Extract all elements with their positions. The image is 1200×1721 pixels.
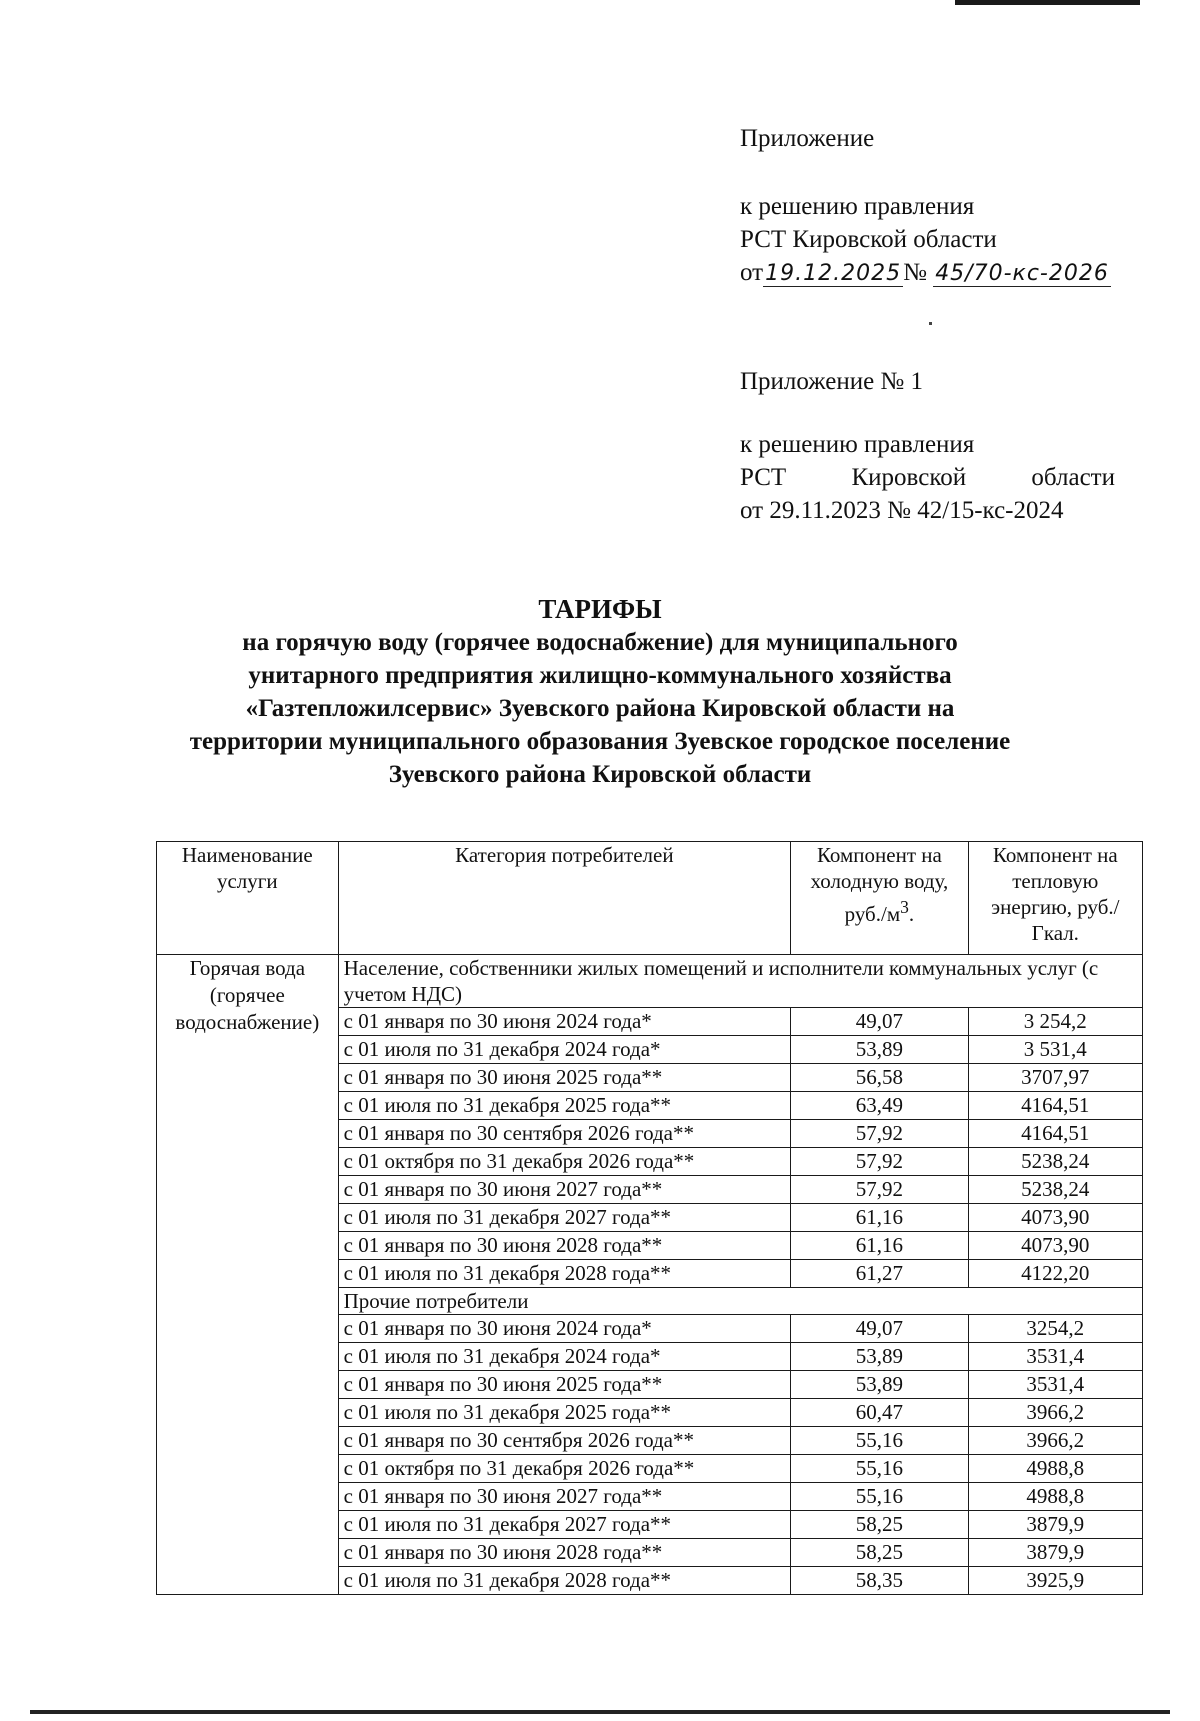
tariffs-table xyxy=(156,841,1143,1595)
header-service: Наименование услуги xyxy=(157,842,339,955)
header-cold-water xyxy=(791,842,968,955)
document-title: ТАРИФЫ xyxy=(538,594,662,624)
cold-water-cell: 57,92 xyxy=(791,1148,968,1176)
header-cold-water-text: Компонент на холодную воду, руб./м xyxy=(810,843,949,926)
heat-cell: 3925,9 xyxy=(968,1567,1142,1595)
attachment-current-date-line xyxy=(740,256,1111,290)
section-title: Население, собственники жилых помещений и исполнители коммунальных услуг (с учетом НДС) xyxy=(338,955,1142,1008)
scan-dot xyxy=(929,322,932,325)
attachment-original-line3: от 29.11.2023 № 42/15-кс-2024 xyxy=(740,497,1064,524)
period-cell: с 01 января по 30 июня 2028 года** xyxy=(338,1232,791,1260)
cold-water-cell: 56,58 xyxy=(791,1064,968,1092)
period-cell: с 01 октября по 31 декабря 2026 года** xyxy=(338,1455,791,1483)
cold-water-cell: 60,47 xyxy=(791,1399,968,1427)
section-row xyxy=(157,955,1143,1008)
cold-water-cell: 49,07 xyxy=(791,1008,968,1036)
attachment-current-line2: РСТ Кировской области xyxy=(740,226,997,253)
document-subtitle-line: Зуевского района Кировской области xyxy=(388,761,812,788)
period-cell: с 01 октября по 31 декабря 2026 года** xyxy=(338,1148,791,1176)
period-cell: с 01 января по 30 июня 2025 года** xyxy=(338,1371,791,1399)
heat-cell: 3879,9 xyxy=(968,1539,1142,1567)
section-title: Прочие потребители xyxy=(338,1288,1142,1315)
heat-cell: 5238,24 xyxy=(968,1176,1142,1204)
document-heading xyxy=(130,592,1070,791)
cold-water-cell: 49,07 xyxy=(791,1315,968,1343)
scan-edge-mark-bottom xyxy=(30,1710,1170,1714)
attachment-original-block xyxy=(740,428,1115,527)
heat-cell: 3966,2 xyxy=(968,1427,1142,1455)
header-cold-water-sup: 3 xyxy=(900,897,909,917)
handwritten-date: 19.12.2025 xyxy=(765,261,902,286)
period-cell: с 01 января по 30 июня 2024 года* xyxy=(338,1008,791,1036)
cold-water-cell: 61,27 xyxy=(791,1260,968,1288)
document-subtitle-line: на горячую воду (горячее водоснабжение) для муниципального xyxy=(242,629,958,656)
cold-water-cell: 53,89 xyxy=(791,1371,968,1399)
cold-water-cell: 58,25 xyxy=(791,1511,968,1539)
attachment-original-line2: РСТ Кировской области xyxy=(740,464,1115,491)
period-cell: с 01 января по 30 сентября 2026 года** xyxy=(338,1427,791,1455)
heat-cell: 4988,8 xyxy=(968,1455,1142,1483)
date-prefix: от xyxy=(740,259,764,286)
cold-water-cell: 55,16 xyxy=(791,1427,968,1455)
heat-cell: 3254,2 xyxy=(968,1315,1142,1343)
period-cell: с 01 июля по 31 декабря 2028 года** xyxy=(338,1567,791,1595)
period-cell: с 01 июля по 31 декабря 2024 года* xyxy=(338,1036,791,1064)
header-heat: Компонент на тепловую энергию, руб./Гкал. xyxy=(968,842,1142,955)
table-header-row xyxy=(157,842,1143,955)
handwritten-number: 45/70-кс-2026 xyxy=(935,261,1109,286)
heat-cell: 4988,8 xyxy=(968,1483,1142,1511)
period-cell: с 01 июля по 31 декабря 2027 года** xyxy=(338,1511,791,1539)
cold-water-cell: 58,25 xyxy=(791,1539,968,1567)
period-cell: с 01 января по 30 июня 2024 года* xyxy=(338,1315,791,1343)
cold-water-cell: 55,16 xyxy=(791,1483,968,1511)
period-cell: с 01 июля по 31 декабря 2024 года* xyxy=(338,1343,791,1371)
cold-water-cell: 55,16 xyxy=(791,1455,968,1483)
scan-edge-mark-top xyxy=(955,0,1140,5)
document-subtitle-line: территории муниципального образования Зуевское городское поселение xyxy=(189,728,1011,755)
heat-cell: 3879,9 xyxy=(968,1511,1142,1539)
cold-water-cell: 53,89 xyxy=(791,1036,968,1064)
header-category: Категория потребителей xyxy=(338,842,791,955)
cold-water-cell: 58,35 xyxy=(791,1567,968,1595)
period-cell: с 01 января по 30 июня 2027 года** xyxy=(338,1176,791,1204)
period-cell: с 01 января по 30 июня 2025 года** xyxy=(338,1064,791,1092)
cold-water-cell: 57,92 xyxy=(791,1120,968,1148)
heat-cell: 4164,51 xyxy=(968,1092,1142,1120)
cold-water-cell: 63,49 xyxy=(791,1092,968,1120)
heat-cell: 4073,90 xyxy=(968,1204,1142,1232)
heat-cell: 3531,4 xyxy=(968,1343,1142,1371)
period-cell: с 01 июля по 31 декабря 2025 года** xyxy=(338,1399,791,1427)
attachment-current-title: Приложение xyxy=(740,125,875,152)
period-cell: с 01 января по 30 сентября 2026 года** xyxy=(338,1120,791,1148)
header-cold-water-tail: . xyxy=(908,902,915,926)
heat-cell: 3 254,2 xyxy=(968,1008,1142,1036)
cold-water-cell: 61,16 xyxy=(791,1232,968,1260)
heat-cell: 3 531,4 xyxy=(968,1036,1142,1064)
heat-cell: 4122,20 xyxy=(968,1260,1142,1288)
period-cell: с 01 июля по 31 декабря 2028 года** xyxy=(338,1260,791,1288)
attachment-original-line1: к решению правления xyxy=(740,431,975,458)
attachment-current-block xyxy=(740,190,1111,290)
number-sign: № xyxy=(903,259,927,286)
period-cell: с 01 января по 30 июня 2028 года** xyxy=(338,1539,791,1567)
attachment-current-line1: к решению правления xyxy=(740,193,975,220)
heat-cell: 3707,97 xyxy=(968,1064,1142,1092)
period-cell: с 01 июля по 31 декабря 2025 года** xyxy=(338,1092,791,1120)
cold-water-cell: 61,16 xyxy=(791,1204,968,1232)
heat-cell: 4164,51 xyxy=(968,1120,1142,1148)
heat-cell: 5238,24 xyxy=(968,1148,1142,1176)
attachment-original-title: Приложение № 1 xyxy=(740,368,924,395)
document-subtitle-line: унитарного предприятия жилищно-коммунального хозяйства xyxy=(248,662,952,689)
document-subtitle-line: «Газтепложилсервис» Зуевского района Кировской области на xyxy=(245,695,955,722)
heat-cell: 3531,4 xyxy=(968,1371,1142,1399)
heat-cell: 4073,90 xyxy=(968,1232,1142,1260)
cold-water-cell: 53,89 xyxy=(791,1343,968,1371)
heat-cell: 3966,2 xyxy=(968,1399,1142,1427)
service-name-cell: Горячая вода (горячее водоснабжение) xyxy=(157,955,339,1595)
period-cell: с 01 января по 30 июня 2027 года** xyxy=(338,1483,791,1511)
cold-water-cell: 57,92 xyxy=(791,1176,968,1204)
period-cell: с 01 июля по 31 декабря 2027 года** xyxy=(338,1204,791,1232)
